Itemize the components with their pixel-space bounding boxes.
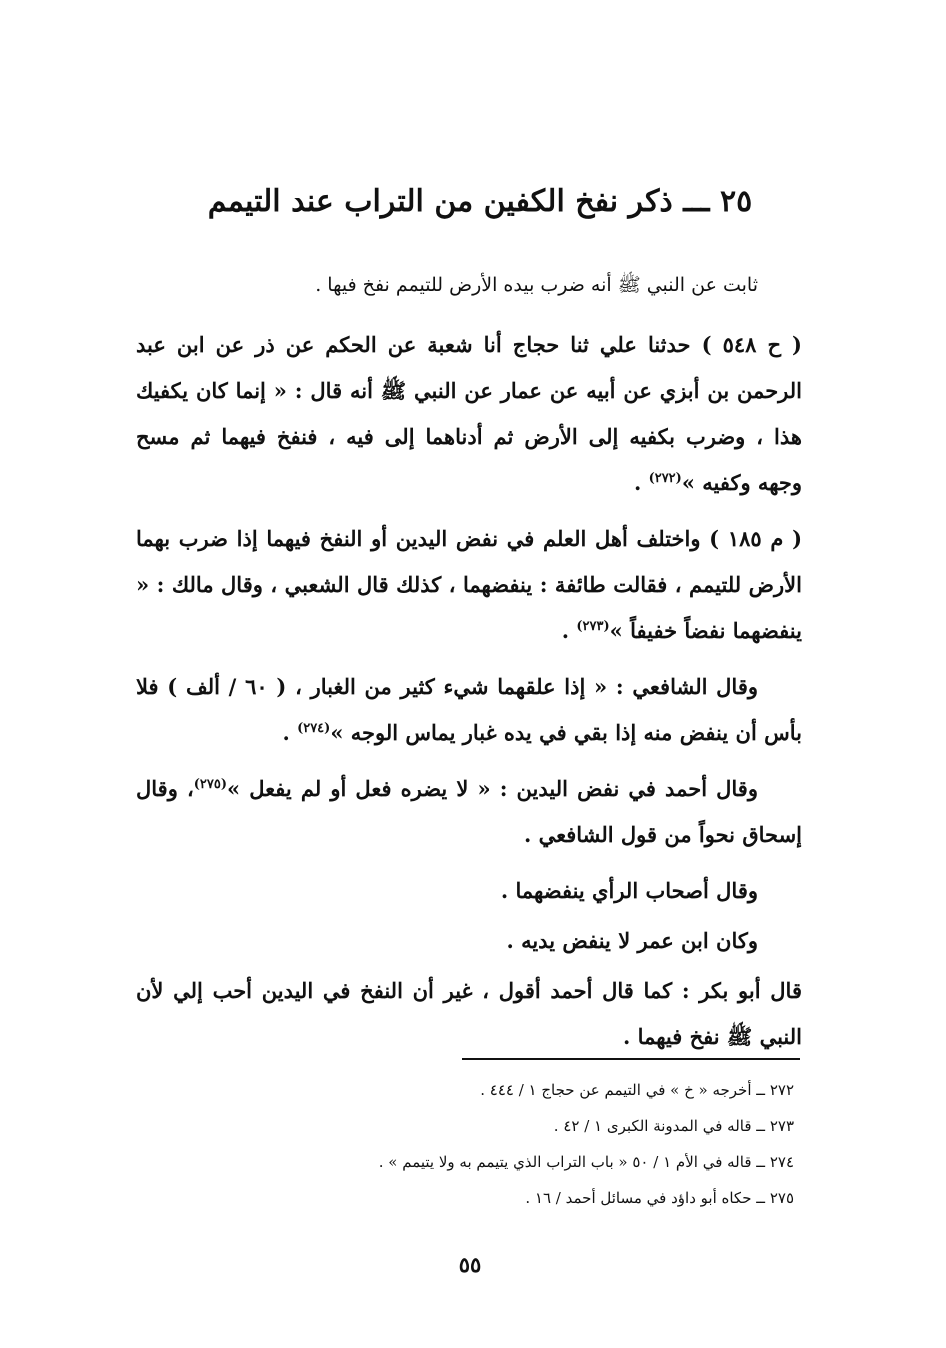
abu-bakr-paragraph	[136, 968, 802, 1060]
footnote-divider	[462, 1058, 800, 1060]
paragraph-text: وقال الشافعي : « إذا علقهما شيء كثير من الغبار ، ( ٦٠ / ألف ) فلا بأس أن ينفض منه إذا بقي في يده غبار يماس الوجه »	[136, 674, 802, 745]
paragraph-text: قال أبو بكر : كما قال أحمد أقول ، غير أن النفخ في اليدين أحب إلي لأن النبي ﷺ نفخ فيهما .	[136, 978, 802, 1049]
paragraph-text: وقال أحمد في نفض اليدين : « لا يضره فعل أو لم يفعل »	[227, 776, 758, 801]
paragraph-text: وكان ابن عمر لا ينفض يديه .	[506, 928, 758, 953]
footnote-274: ٢٧٤ ــ قاله في الأم ١ / ٥٠ « باب التراب الذي يتيمم به ولا يتيمم » .	[378, 1153, 794, 1171]
paragraph-tail: ، وقال إسحاق نحواً من قول الشافعي .	[136, 776, 802, 847]
ibn-umar-paragraph	[136, 918, 802, 964]
footnote-ref[interactable]: (٢٧٣)	[576, 619, 610, 634]
paragraph-text: ( ح ٥٤٨ ) حدثنا علي ثنا حجاج أنا شعبة عن الحكم عن ذر عن ابن عبد الرحمن بن أبزي عن أبيه عن عمار عن النبي ﷺ أنه قال : « إنما كان يكفيك هذا ، وضرب بكفيه إلى الأرض ثم أدناهما إلى فيه ، فنفخ فيهما ثم مسح وجهه وكفيه »	[136, 332, 802, 495]
footnote-272: ٢٧٢ ــ أخرجه « خ » في التيمم عن حجاج ١ / ٤٤٤ .	[480, 1081, 794, 1099]
footnote-ref[interactable]: (٢٧٢)	[648, 471, 682, 486]
masala-paragraph	[136, 516, 802, 654]
hadith-paragraph	[136, 322, 802, 506]
paragraph-tail: .	[561, 618, 577, 643]
chapter-title: ٢٥ ـــ ذكر نفخ الكفين من التراب عند التيمم	[207, 184, 753, 219]
page-number: ٥٥	[458, 1252, 482, 1277]
ashab-paragraph	[136, 868, 802, 914]
footnote-273: ٢٧٣ ــ قاله في المدونة الكبرى ١ / ٤٢ .	[553, 1117, 794, 1135]
footnotes	[300, 1072, 794, 1216]
ahmad-paragraph	[136, 766, 802, 858]
footnote-275: ٢٧٥ ــ حكاه أبو داؤد في مسائل أحمد / ١٦ .	[525, 1189, 794, 1207]
paragraph-text: ثابت عن النبي ﷺ أنه ضرب بيده الأرض للتيمم نفخ فيها .	[315, 274, 758, 296]
footnote-ref[interactable]: (٢٧٤)	[297, 721, 331, 736]
footnote-ref[interactable]: (٢٧٥)	[193, 777, 227, 792]
intro-paragraph	[136, 262, 802, 308]
body-text	[136, 262, 802, 1070]
paragraph-tail: .	[282, 720, 298, 745]
shafii-paragraph	[136, 664, 802, 756]
paragraph-text: وقال أصحاب الرأي ينفضهما .	[500, 878, 758, 903]
paragraph-text: ( م ١٨٥ ) واختلف أهل العلم في نفض اليدين أو النفخ فيهما إذا ضرب بهما الأرض للتيمم ، فقالت طائفة : ينفضهما ، كذلك قال الشعبي ، وقال مالك : « ينفضهما نفضاً خفيفاً »	[136, 526, 803, 643]
paragraph-tail: .	[633, 470, 649, 495]
